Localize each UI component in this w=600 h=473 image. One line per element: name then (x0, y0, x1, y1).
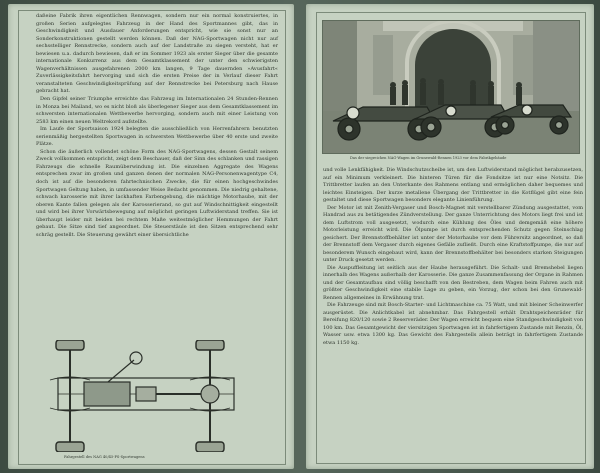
right-page-text (323, 167, 583, 347)
chassis-caption: Fahrgestell des NAG 40/45-PS-Sportwagens (64, 455, 145, 459)
left-paragraph-4: Schon die äußerlich vollendet schöne Form des NAG-Sportwagens, dessen Gestalt seinem Zweck vollkommen entspricht, zeigt dem Beschauer, daß der Sinn des schlanken und rassigen Fahrzeugs die schnelle Raumüberwindung ist. Die einzelnen Aggregate des Wagens entsprechen zwar im großen und ganzen denen der normalen NAG-Personenwagentype C4, doch ist auf die besonderen fahrtechnischen Zwecke, die für einen hochgeschwindes Sportwagen Geltung haben, in umfassender Weise Bedacht genommen. Die niedrig gehaltene, schwach karosserie mit ihrer lackhaften Farbengebung, die mächtige Motorhaube, mit der oberen Kante fallen gelegen als der Karosserierand, so gut auf Windschnittigkeit eingestellt und wird bei ihrer Vorwärtsbewegung auf möglichst geringen Luftwiderstand treffen. Sie ist überhaupt leider mit beiden bei rechtem Maße weitestmöglicher Hemmungen der Fahrt gebaut. Die Sitze sind tief angeordnet. Die Steuerstäule ist den Sitzen entsprechend sehr schräg gestellt. Die Steuerung gewährt einer übersichtliche (36, 148, 278, 238)
left-paragraph-2: Den Gipfel seiner Triumphe erreichte das Fahrzeug im Internationalen 24 Stunden-Rennen in Monza bei Mailand, wo es nicht bloß als überlegener Sieger aus dem Gesamtklassement im schwersten internationalen Wettbewerbe hervorging, sondern auch mit einer Leistung von 2583 km einen neuen Weltrekord aufstellte. (36, 96, 278, 125)
right-paragraph-3: Die Auspuffleitung ist seitlich aus der Haube herausgeführt. Die Schalt- und Bremshebel liegen innerhalb des Wagens außerhalb der Karosserie. Die ganze Zusammenfassung der Organe in Rahmen und der Gesamtaufbau sind völlig beschafft von den Bestreben, dem Wagen beim Fahren auch mit größter Geschwindigkeit eine stabile Lage zu geben, ein Vorzug, der schon bei den Grunewald-Rennen allgemeines in Erwähnung trat. (323, 264, 583, 301)
left-paragraph-1: daßeine Fabrik ihren eigentlichen Rennwagen, sondern nur ein normal konstruiertes, in großen Serien aufgelegtes Fahrzeug in der Hand des Sportmannes gibt, das in Geschwindigkeit und Ausdauer Anforderungen entspricht, wie sie sonst nur an Sonderkonstruktionen gestellt werden können. Daß der NAG-Sportwagen nicht nur auf sechsstelliger Rennstrecke, sondern auch auf der Landstraße zu siegen versteht, hat er bewiesen u.a. dadurch bewiesen, daß er im Sommer 1923 als erster Sieger über die gesamte internationale Konkurrenz aus dem Gesamtklassement der unter den schwierigsten Wagenverhältnissen ausgefahrenen 2000 km langen, 9 Tage dauernden »Avusfahrt« Zuverlässigkeitsfahrt hervorging und sich die ersten Preise der in Verlauf dieser Fahrt veranstalteten Geschwindigkeitsprüfung auf der Rennstrecke bei Petersburg nach Hause gebracht hat. (36, 13, 278, 95)
photo-caption: Das der siegreichen NAG-Wagen im Grunewald-Rennen 1923 vor dem Fabrikgebäude (350, 156, 507, 160)
right-paragraph-2: Der Motor ist mit Zenith-Vergaser und Bosch-Magnet mit verstellbarer Zündung ausgestattet, vom Handrad aus zu betätigendes Zündverstellung. Der ganze Unterrichtung des Motors liegt frei und ist dem Luftstrom voll ausgesetzt, wodurch eine Kühlung des Öles und demgemäß eine höhere Motorleistung erreicht wird. Die Ölpumpe ist durch entsprechenden Schutz gegen Steinschlag gesichert. Der Brennstoffbehälter ist unter der Motorhaube vor dem Führersitz angeordnet, so daß der Brennstoff dem Vergaser durch eigenes Gefälle zufließt. Durch eine Kraftstoffpumpe, die nur auf besonderem Wunsch eingebaut wird, kann der Brennstoffbehälter bei besonders starken Steigungen unter Druck gesetzt werden. (323, 204, 583, 263)
right-paragraph-4: Die Fahrzeuge sind mit Bosch-Starter- und Lichtmaschine ca. 75 Watt, und mit bleiner Scheinwerfer ausgerüstet. Die Anlichtkabel ist abnehmbar. Das Fahrgestell erhält Drahtspeichenräder für Bereifung 820/120 sowie 2 Reserveräder. Der Wagen erreicht bequem eine Standgeschwindigkeit von 100 km. Das Gesamtgewicht der viersitzigen Sportwagen ist in fahrfertigem Zustande mit Benzin, Öl, Wasser usw. etwa 1300 kg. Das Gewicht des Fahrgestells allein beträgt in fahrfertigem Zustande etwa 1150 kg. (323, 302, 583, 346)
rear-left-wheel (196, 340, 224, 350)
right-paragraph-1: und volle Lenkfähigkeit. Die Windschutzscheibe ist, um den Luftwiderstand möglichst herabzusetzen, auf ein Minimum verkleinert. Die hinteren Türen für die Fondsitze ist nur eine Notsitz. Die Trittbretter laufen an den Unterkante des Rahmens entlang und ermöglichen daher bequemes und leichtes Einsteigen. Der kurze metallene Übergang der Trittbretter in die Kotflügel gibt eine fein gestaltet und diese Sportwagen besonders elegante Linienführung. (323, 167, 583, 203)
left-page-text (36, 13, 278, 239)
chassis-drawing (44, 340, 250, 452)
racing-cars-photo (322, 20, 580, 154)
right-page (306, 4, 594, 469)
front-right-wheel (56, 442, 84, 452)
rear-right-wheel (196, 442, 224, 452)
left-paragraph-3: Im Laufe der Sportsaison 1924 belegten die ausschließlich von Herrenfahrern benutzten serienmäßig hergestellten Sportwagen in schwersten Wettbewerbe über 40 erste und zweite Plätze. (36, 126, 278, 148)
front-left-wheel (56, 340, 84, 350)
left-page (8, 4, 294, 469)
